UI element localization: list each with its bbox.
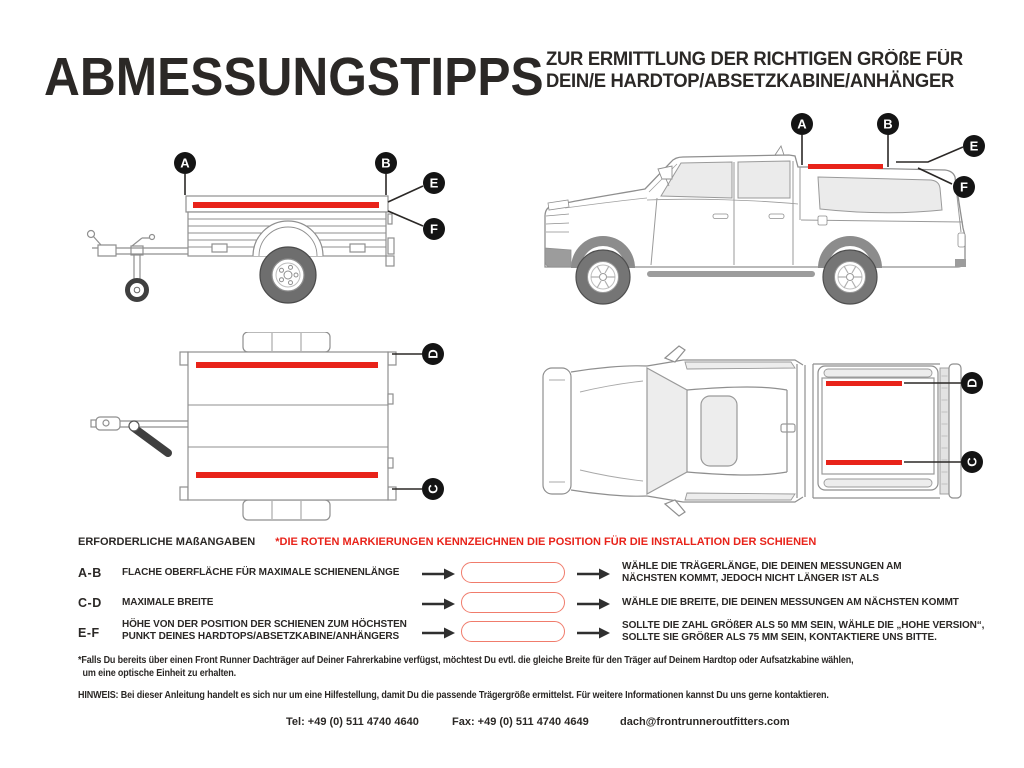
svg-text:F: F (960, 179, 968, 195)
arrow-right-icon (577, 568, 611, 580)
measurement-label-ab: FLACHE OBERFLÄCHE FÜR MAXIMALE SCHIENENLÄNGE (122, 567, 400, 578)
svg-text:F: F (430, 221, 438, 237)
trailer-handbrake (129, 421, 168, 453)
red-markings-note: *DIE ROTEN MARKIERUNGEN KENNZEICHNEN DIE POSITION FÜR DIE INSTALLATION DER SCHIENEN (275, 536, 817, 548)
measurement-result-ab: WÄHLE DIE TRÄGERLÄNGE, DIE DEINEN MESSUNGEN AM NÄCHSTEN KOMMT, JEDOCH NICHT LÄNGER IST ALS (622, 561, 902, 584)
trailer-drawbar (88, 231, 189, 282)
trailer-jockey-wheel (128, 281, 147, 300)
rail-position-stripe (196, 362, 378, 368)
measurement-field-ef[interactable] (461, 621, 565, 642)
marker-a (174, 152, 196, 195)
contact-tel: Tel: +49 (0) 511 4740 4640 (286, 716, 419, 728)
marker-b (877, 113, 899, 167)
trailer-side-view-diagram (70, 118, 470, 318)
marker-b (375, 152, 397, 195)
measurement-row-ab (0, 560, 1024, 590)
measurement-result-cd: WÄHLE DIE BREITE, DIE DEINEN MESSUNGEN AM NÄCHSTEN KOMMT (622, 597, 959, 608)
svg-text:B: B (381, 155, 391, 171)
svg-text:A: A (797, 116, 807, 132)
marker-f (388, 211, 445, 240)
footnote-asterisk: *Falls Du bereits über einen Front Runner Dachträger auf Deiner Fahrerkabine verfügst, möchtest Du evtl. die gleiche Breite für den Träger auf Deinem Hardtop oder Aufsatzkabine wählen, um eine optische Einheit zu erhalten. (78, 655, 854, 679)
truck-side-view-diagram (535, 112, 1005, 317)
contact-email[interactable]: dach@frontrunneroutfitters.com (620, 716, 790, 728)
measurements-heading: ERFORDERLICHE MAßANGABEN (78, 536, 256, 548)
measurements-heading-row (78, 536, 816, 548)
svg-text:C: C (964, 457, 980, 467)
svg-text:A: A (180, 155, 190, 171)
subtitle-line-1: ZUR ERMITTLUNG DER RICHTIGEN GRÖßE FÜR (546, 49, 963, 70)
svg-text:E: E (429, 175, 439, 191)
measurement-field-ab[interactable] (461, 562, 565, 583)
svg-text:D: D (425, 349, 441, 359)
trailer-wheel (260, 247, 316, 303)
marker-e (388, 172, 445, 202)
rail-position-stripe (826, 381, 902, 386)
measurement-field-cd[interactable] (461, 592, 565, 613)
rail-position-stripe (196, 472, 378, 478)
truck-top-view-diagram (535, 332, 1005, 530)
marker-c (392, 478, 444, 500)
arrow-right-icon (422, 627, 456, 639)
subtitle-line-2: DEIN/E HARDTOP/ABSETZKABINE/ANHÄNGER (546, 71, 954, 92)
footnote-hinweis: HINWEIS: Bei dieser Anleitung handelt es sich nur um eine Hilfestellung, damit Du die passende Trägergröße ermittelst. Für weitere Informationen kannst Du uns gerne kontaktieren. (78, 690, 829, 701)
trailer-top-view-diagram (70, 332, 470, 530)
arrow-right-icon (422, 598, 456, 610)
measurement-row-ef (0, 618, 1024, 648)
svg-text:D: D (964, 378, 980, 388)
trailer-box-top (180, 332, 396, 520)
marker-d (392, 343, 444, 365)
measurement-row-cd (0, 590, 1024, 620)
svg-text:B: B (883, 116, 893, 132)
measurement-result-ef: SOLLTE DIE ZAHL GRÖßER ALS 50 MM SEIN, WÄHLE DIE „HOHE VERSION“, SOLLTE SIE GRÖßER ALS 75 MM SEIN, KONTAKTIERE UNS BITTE. (622, 620, 985, 643)
arrow-right-icon (422, 568, 456, 580)
contact-fax: Fax: +49 (0) 511 4740 4649 (452, 716, 589, 728)
measurement-code-ab: A-B (78, 566, 102, 580)
rail-position-stripe (193, 202, 379, 208)
arrow-right-icon (577, 598, 611, 610)
rail-position-stripe (826, 460, 902, 465)
measurement-label-cd: MAXIMALE BREITE (122, 597, 214, 608)
measurement-label-ef: HÖHE VON DER POSITION DER SCHIENEN ZUM HÖCHSTEN PUNKT DEINES HARDTOPS/ABSETZKABINE/ANHÄNGERS (122, 619, 407, 642)
page-subtitle (546, 49, 963, 93)
measurement-code-ef: E-F (78, 626, 100, 640)
svg-text:E: E (969, 138, 979, 154)
rail-position-stripe (808, 164, 883, 169)
measurement-code-cd: C-D (78, 596, 102, 610)
page-title: ABMESSUNGSTIPPS (44, 47, 544, 107)
svg-text:C: C (425, 484, 441, 494)
marker-e (896, 135, 985, 162)
truck-body-top (543, 346, 961, 516)
arrow-right-icon (577, 627, 611, 639)
